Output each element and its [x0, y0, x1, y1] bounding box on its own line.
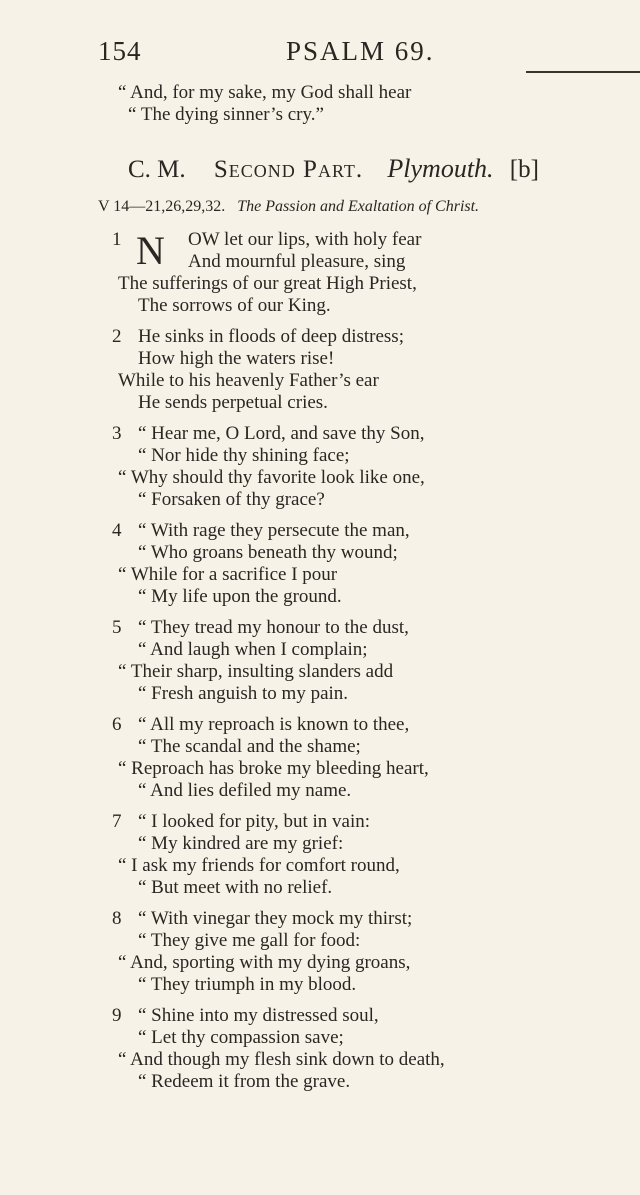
stanza-number: 7	[112, 811, 122, 832]
stanza	[112, 714, 612, 802]
carryover-lines	[118, 82, 411, 126]
stanza-line: “ They give me gall for food:	[138, 930, 361, 951]
stanza-line: “ Who groans beneath thy wound;	[138, 542, 398, 563]
stanza	[112, 811, 612, 899]
page-number: 154	[98, 36, 142, 66]
header-rule	[526, 71, 640, 73]
stanza-line: How high the waters rise!	[138, 348, 335, 369]
verse-reference-line	[98, 198, 479, 216]
stanza	[112, 326, 612, 414]
stanza-number: 4	[112, 520, 122, 541]
stanza-line: “ Hear me, O Lord, and save thy Son,	[138, 423, 425, 444]
stanza-line: “ I ask my friends for comfort round,	[118, 855, 400, 876]
stanza-line: “ Nor hide thy shining face;	[138, 445, 350, 466]
section-theme: The Passion and Exaltation of Christ.	[237, 198, 480, 215]
carryover-line: “ And, for my sake, my God shall hear	[118, 82, 412, 103]
stanza-line: “ The scandal and the shame;	[138, 736, 361, 757]
stanza-line: “ Fresh anguish to my pain.	[138, 683, 349, 704]
stanza-line: “ And laugh when I complain;	[138, 639, 368, 660]
drop-cap: N	[136, 228, 165, 273]
stanza	[112, 520, 612, 608]
stanza-number: 8	[112, 908, 122, 929]
meter-label: C. M.	[128, 156, 186, 183]
part-label: Second Part.	[213, 156, 364, 183]
stanza	[112, 423, 612, 511]
stanza-line: “ Let thy compassion save;	[138, 1027, 344, 1048]
section-heading	[128, 154, 539, 184]
running-title: PSALM 69.	[286, 36, 435, 66]
stanza-line: “ I looked for pity, but in vain:	[138, 811, 370, 832]
stanza-line: The sufferings of our great High Priest,	[118, 273, 417, 294]
stanza-line: “ They triumph in my blood.	[138, 974, 357, 995]
stanza-line: “ But meet with no relief.	[138, 877, 333, 898]
stanza-number: 5	[112, 617, 122, 638]
stanza-line: “ And though my flesh sink down to death,	[118, 1049, 445, 1070]
stanza-number: 2	[112, 326, 122, 347]
stanza-line: “ While for a sacrifice I pour	[118, 564, 338, 585]
stanza-list	[112, 229, 612, 1102]
stanza-line: “ Why should thy favorite look like one,	[118, 467, 425, 488]
stanza-line: “ And lies defiled my name.	[138, 780, 352, 801]
stanza-number: 6	[112, 714, 122, 735]
stanza	[112, 908, 612, 996]
stanza	[112, 617, 612, 705]
stanza	[112, 229, 612, 317]
stanza-line: The sorrows of our King.	[138, 295, 331, 316]
stanza-number: 1	[112, 229, 122, 250]
page-header	[98, 36, 608, 76]
tune-name: Plymouth.	[387, 154, 494, 183]
stanza-line: “ Forsaken of thy grace?	[138, 489, 325, 510]
stanza-line: “ Their sharp, insulting slanders add	[118, 661, 394, 682]
stanza	[112, 1005, 612, 1093]
carryover-line: “ The dying sinner’s cry.”	[128, 104, 324, 125]
stanza-line: “ And, sporting with my dying groans,	[118, 952, 411, 973]
stanza-line: “ Shine into my distressed soul,	[138, 1005, 379, 1026]
stanza-line: “ My life upon the ground.	[138, 586, 342, 607]
stanza-number: 9	[112, 1005, 122, 1026]
tune-mark: [b]	[509, 156, 539, 183]
stanza-line: He sends perpetual cries.	[138, 392, 328, 413]
stanza-number: 3	[112, 423, 122, 444]
verse-reference: V 14—21,26,29,32.	[98, 198, 226, 215]
stanza-line: And mournful pleasure, sing	[188, 251, 406, 272]
stanza-line: “ All my reproach is known to thee,	[138, 714, 410, 735]
stanza-line: “ They tread my honour to the dust,	[138, 617, 409, 638]
stanza-line: “ Redeem it from the grave.	[138, 1071, 351, 1092]
stanza-line: “ My kindred are my grief:	[138, 833, 344, 854]
stanza-line: “ With vinegar they mock my thirst;	[138, 908, 413, 929]
stanza-line: While to his heavenly Father’s ear	[118, 370, 379, 391]
stanza-line: “ Reproach has broke my bleeding heart,	[118, 758, 429, 779]
stanza-line: OW let our lips, with holy fear	[188, 229, 422, 250]
stanza-line: He sinks in floods of deep distress;	[138, 326, 404, 347]
stanza-line: “ With rage they persecute the man,	[138, 520, 410, 541]
